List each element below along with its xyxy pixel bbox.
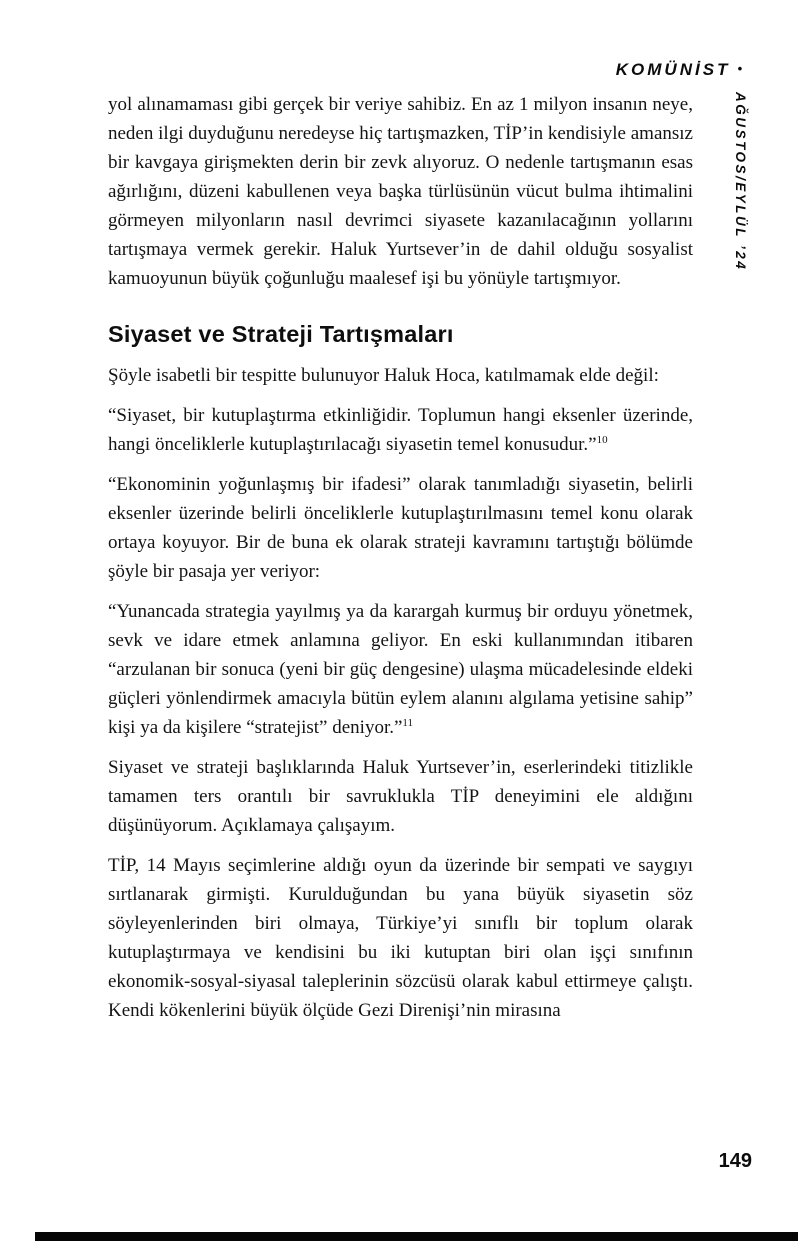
paragraph <box>108 753 693 840</box>
quote-paragraph <box>108 401 693 459</box>
page-edge-bar <box>35 1232 798 1241</box>
quote-paragraph <box>108 597 693 742</box>
quote-text: “Yunancada strategia yayılmış ya da karargah kurmuş bir orduyu yönetmek, sevk ve idare etmek anlamına geliyor. En eski kullanımından itibaren “arzulanan bir sonuca (yeni bir güç dengesine) ulaşma mücadelesinde eldeki güçleri yönlendirmek amacıyla bütün eylem alanını algılama yetisine sahip” kişi ya da kişilere “stratejist” deniyor.” <box>108 601 693 739</box>
paragraph <box>108 470 693 586</box>
footnote-marker: 11 <box>402 717 414 730</box>
paragraph-text: Siyaset ve strateji başlıklarında Haluk Yurtsever’in, eserlerindeki titizlikle tamamen ters orantılı bir savruklukla TİP deneyimini ele aldığını düşünüyorum. Açıklamaya çalışayım. <box>108 757 693 837</box>
paragraph <box>108 90 693 293</box>
masthead-bullet-icon: • <box>737 61 742 76</box>
paragraph <box>108 361 693 390</box>
section-heading: Siyaset ve Strateji Tartışmaları <box>108 321 454 347</box>
issue-date-vertical-label: AĞUSTOS/EYLÜL ’24 <box>733 92 748 272</box>
paragraph-text: TİP, 14 Mayıs seçimlerine aldığı oyun da üzerinde bir sempati ve saygıyı sırtlanarak girmişti. Kurulduğundan bu yana büyük siyasetin söz söyleyenlerinden biri olmaya, Türkiye’yi sınıflı bir toplum olarak kutuplaştırmaya ve kendisini bu iki kutuptan biri olan işçi sınıfının ekonomik-sosyal-siyasal taleplerinin sözcüsü olarak kabul ettirmeye çalıştı. Kendi kökenlerini büyük ölçüde Gezi Direnişi’nin mirasına <box>108 855 693 1022</box>
paragraph-text: Şöyle isabetli bir tespitte bulunuyor Haluk Hoca, katılmamak elde değil: <box>108 365 659 387</box>
paragraph <box>108 851 693 1025</box>
paragraph-text: yol alınamaması gibi gerçek bir veriye sahibiz. En az 1 milyon insanın neye, neden ilgi duyduğunu neredeyse hiç tartışmazken, TİP’in kendisiyle amansız bir kavgaya girişmekten derin bir zevk alıyoruz. O nedenle tartışmanın esas ağırlığını, düzeni kabullenen veya başka türlüsünün vücut bulma ihtimalini görmeyen milyonların nasıl devrimci siyasete kazanılacağının yollarını tartışmaya vermek gerekir. Haluk Yurtsever’in de dahil olduğu sosyalist kamuoyunun büyük çoğunluğu maalesef işi bu yönüyle tartışmıyor. <box>108 94 693 289</box>
journal-title: KOMÜNİST <box>615 60 731 79</box>
page-number: 149 <box>718 1150 752 1172</box>
article-body <box>108 90 693 1036</box>
paragraph-text: “Ekonominin yoğunlaşmış bir ifadesi” olarak tanımladığı siyasetin, belirli eksenler üzerinde belirli önceliklerle kutuplaştırılmasını temel konu olarak ortaya koyuyor. Bir de buna ek olarak strateji kavramını tartıştığı bölümde şöyle bir pasaja yer veriyor: <box>108 474 693 583</box>
footnote-marker: 10 <box>596 434 608 447</box>
journal-masthead <box>616 60 742 80</box>
quote-text: “Siyaset, bir kutuplaştırma etkinliğidir. Toplumun hangi eksenler üzerinde, hangi önceliklerle kutuplaştırılacağı siyasetin temel konusudur.” <box>108 405 693 456</box>
